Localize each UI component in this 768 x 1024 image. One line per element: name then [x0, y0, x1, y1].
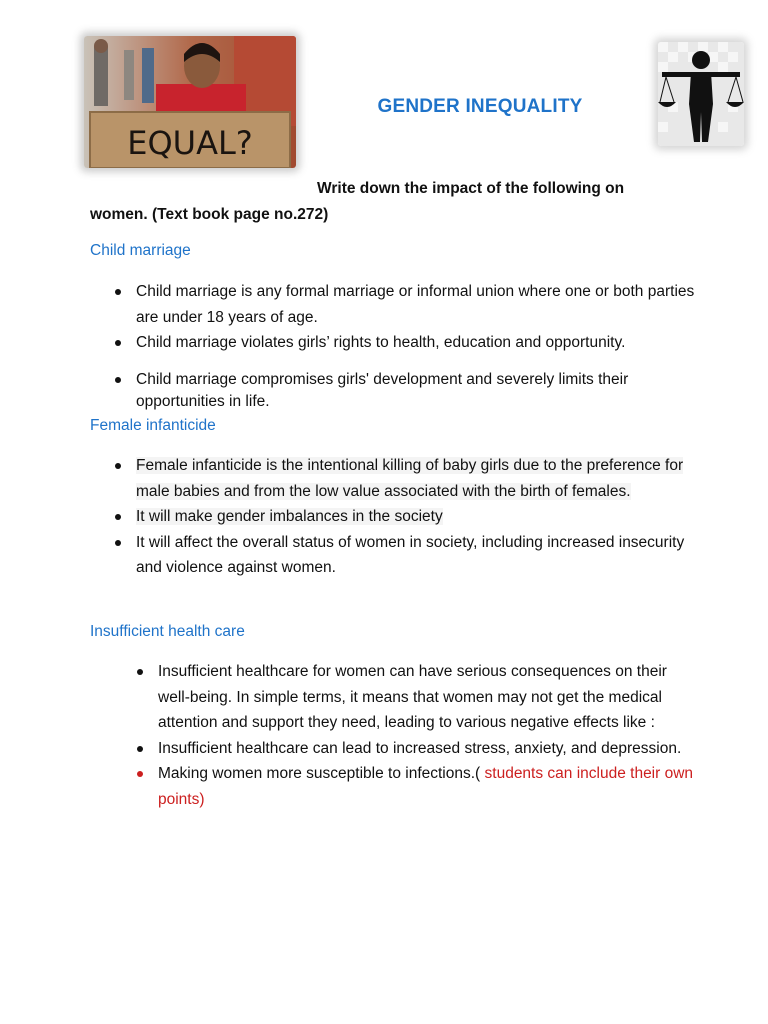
- equal-sign-photo: [84, 36, 296, 168]
- female-infanticide-list: [136, 453, 696, 581]
- list-item: It will affect the overall status of women in society, including increased insecurity and violence against women.: [136, 530, 696, 581]
- list-item: Making women more susceptible to infections.( students can include their own points): [158, 761, 698, 812]
- insufficient-health-care-list: [158, 659, 698, 812]
- list-item: Insufficient healthcare for women can have serious consequences on their well-being. In simple terms, it means that women may not get the medical attention and support they need, leading to various negative effects like :: [158, 659, 698, 736]
- list-item: Child marriage is any formal marriage or informal union where one or both parties are under 18 years of age.: [136, 279, 696, 330]
- bullet-icon: [115, 463, 121, 469]
- bullet-icon: [137, 669, 143, 675]
- instruction-line-1: Write down the impact of the following on: [317, 180, 625, 197]
- highlight-note: students can include their own points): [158, 765, 694, 808]
- instruction-text: [90, 176, 690, 228]
- list-item: It will make gender imbalances in the society: [136, 504, 696, 530]
- list-item: Child marriage compromises girls' development and severely limits their opportunities in life.: [136, 369, 696, 413]
- bullet-icon: [137, 746, 143, 752]
- scales-of-justice-icon: [658, 42, 744, 146]
- heading-child-marriage: Child marriage: [90, 242, 191, 259]
- list-item: Child marriage violates girls’ rights to health, education and opportunity.: [136, 330, 696, 356]
- bullet-icon: [115, 540, 121, 546]
- bullet-icon: [115, 377, 121, 383]
- page-title: GENDER INEQUALITY: [377, 96, 583, 117]
- bullet-icon: [115, 289, 121, 295]
- list-item: Female infanticide is the intentional killing of baby girls due to the preference for male babies and from the low value associated with the birth of females.: [136, 453, 696, 504]
- heading-female-infanticide: Female infanticide: [90, 417, 216, 434]
- sign-text: EQUAL?: [127, 124, 253, 162]
- list-item: Insufficient healthcare can lead to increased stress, anxiety, and depression.: [158, 736, 698, 762]
- bullet-icon: [115, 340, 121, 346]
- bullet-icon: [115, 514, 121, 520]
- child-marriage-list: [136, 279, 696, 413]
- heading-insufficient-health-care: Insufficient health care: [90, 623, 245, 640]
- instruction-line-2: women. (Text book page no.272): [90, 206, 329, 223]
- bullet-icon: [137, 771, 143, 777]
